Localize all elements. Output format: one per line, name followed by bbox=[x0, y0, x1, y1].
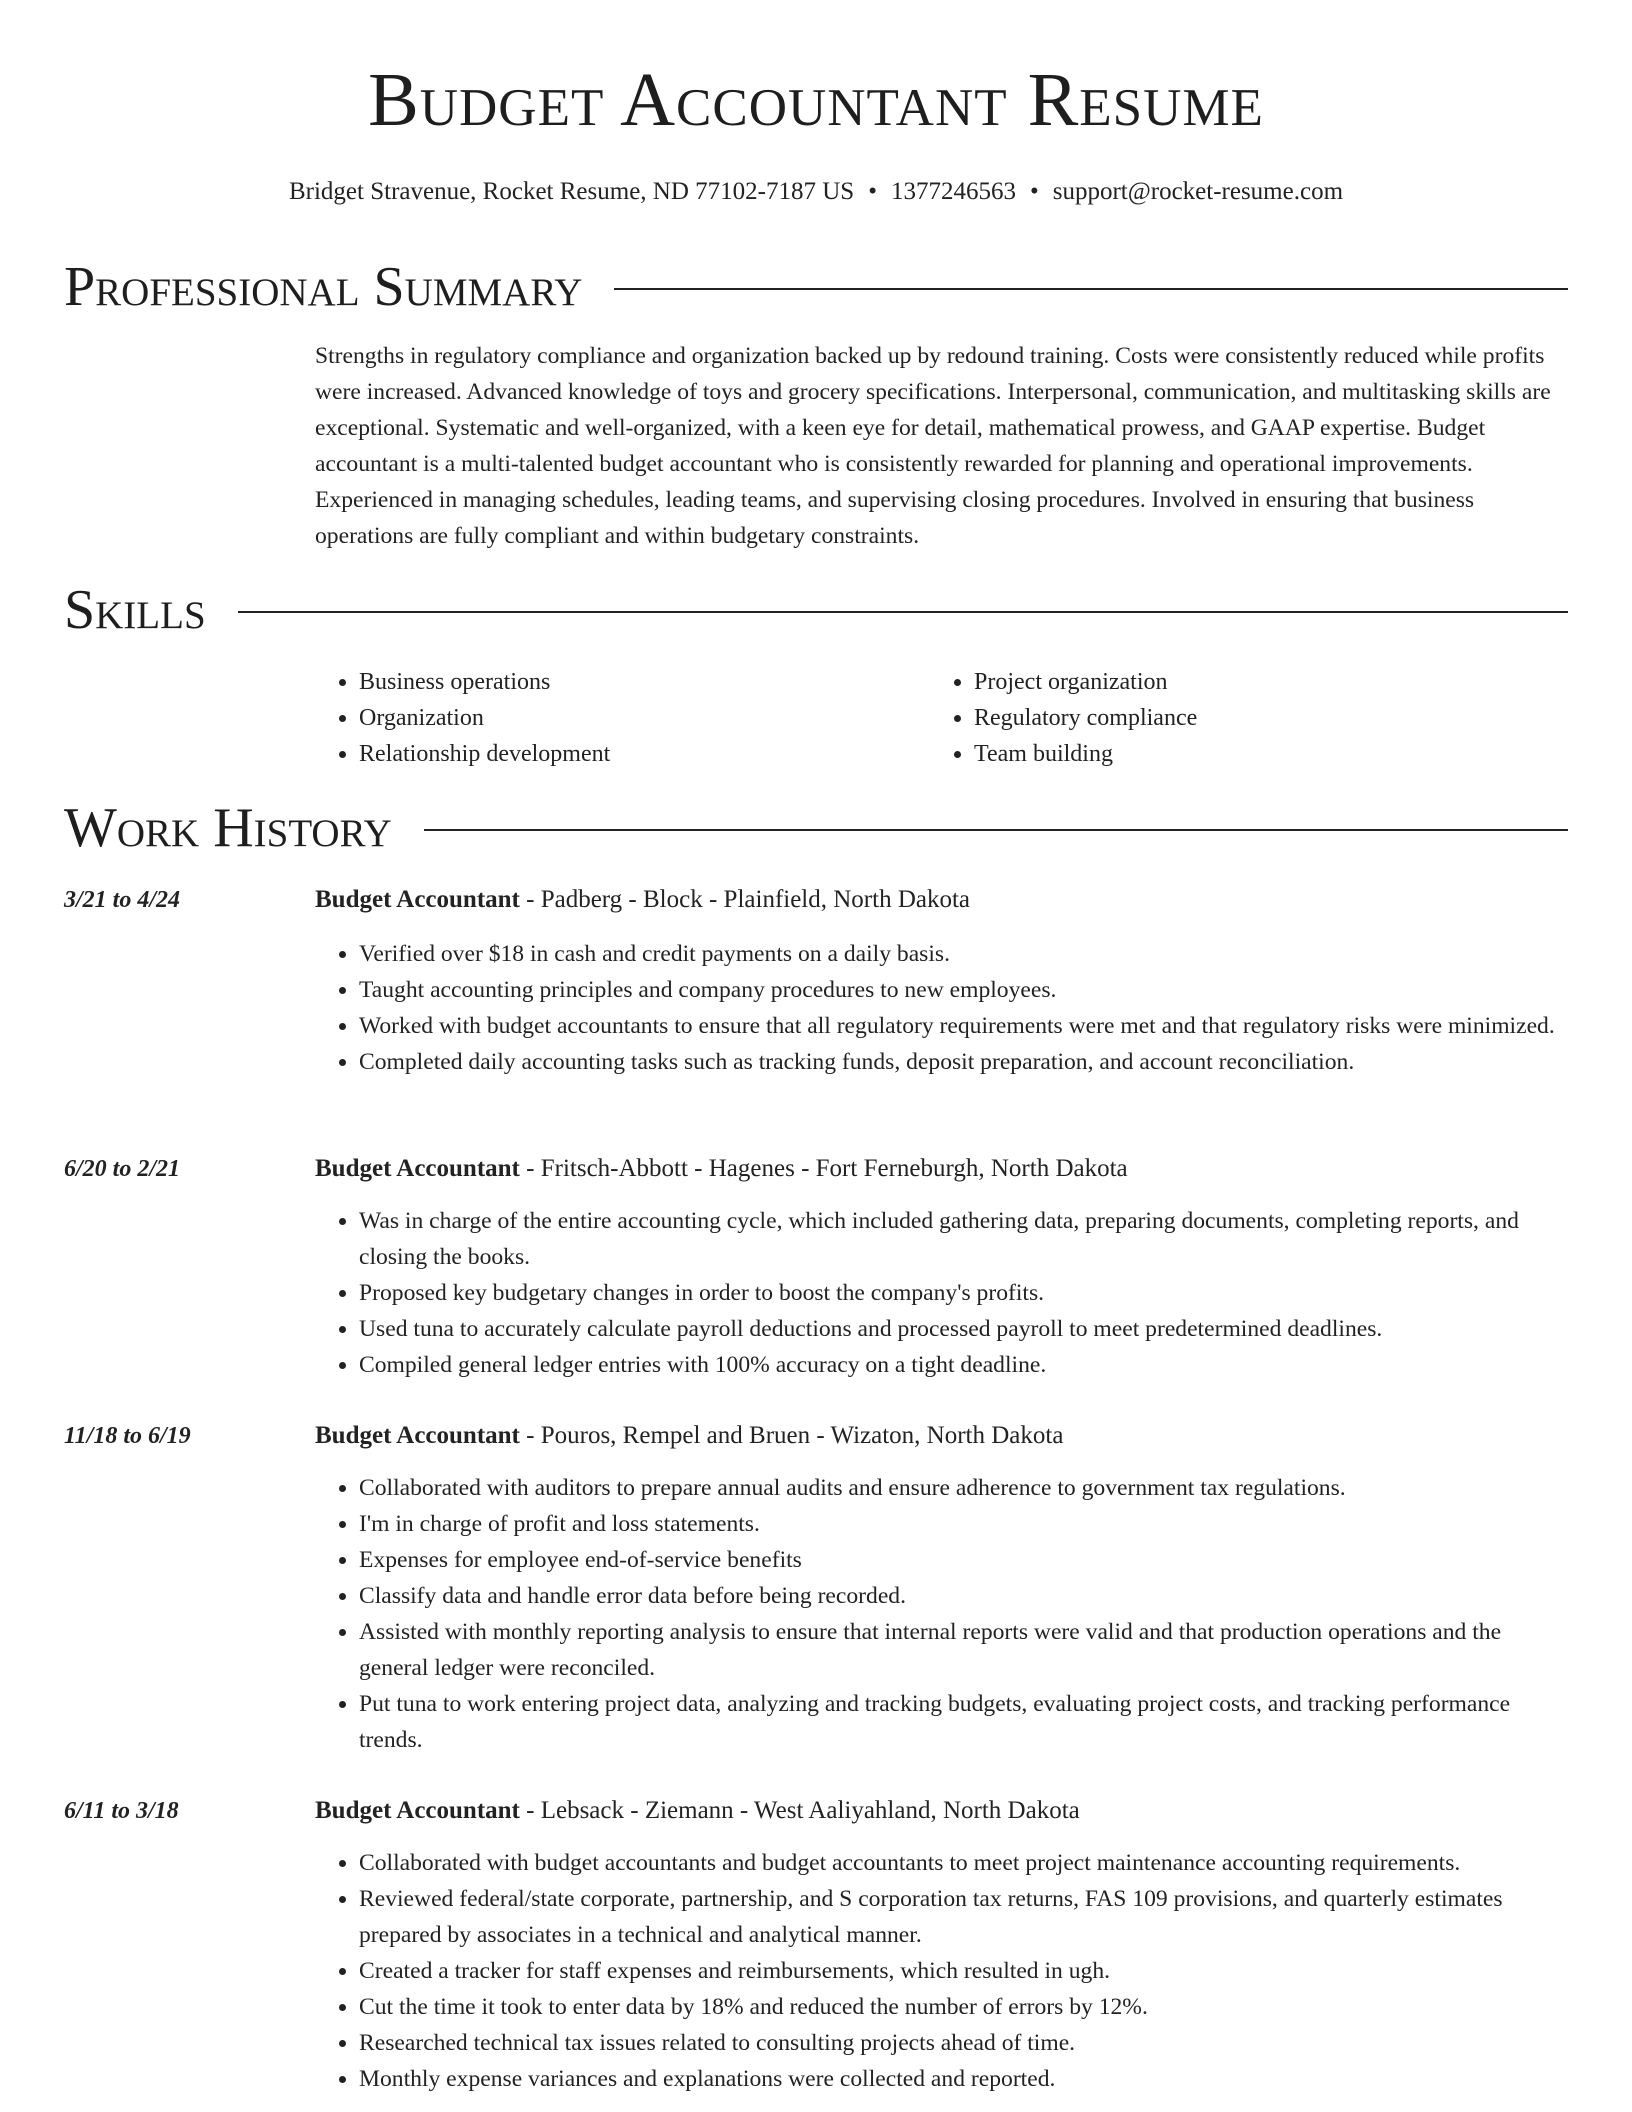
section-divider bbox=[614, 288, 1568, 290]
job-bullet: • Cut the time it took to enter data by 18% and reduced the number of errors by 12%. bbox=[359, 1989, 1570, 2025]
job-bullet: • Created a tracker for staff expenses and reimbursements, which resulted in ugh. bbox=[359, 1953, 1570, 1989]
job-bullets bbox=[315, 1845, 1570, 2097]
job-bullet: • Taught accounting principles and company procedures to new employees. bbox=[359, 972, 1570, 1008]
job-bullet: • Used tuna to accurately calculate payroll deductions and processed payroll to meet predetermined deadlines. bbox=[359, 1311, 1570, 1347]
skill-item: • Team building bbox=[974, 736, 1197, 772]
job-bullets bbox=[315, 1203, 1570, 1383]
section-header-summary bbox=[64, 255, 1568, 319]
section-title: Work History bbox=[64, 797, 392, 859]
job-company: - Fritsch-Abbott - Hagenes - Fort Ferneburgh, North Dakota bbox=[519, 1155, 1128, 1182]
job-dates: 3/21 to 4/24 bbox=[64, 887, 181, 913]
job-heading bbox=[315, 884, 970, 916]
job-company: - Padberg - Block - Plainfield, North Dakota bbox=[519, 886, 971, 913]
job-title: Budget Accountant bbox=[315, 886, 520, 913]
job-bullet: • Put tuna to work entering project data, analyzing and tracking budgets, evaluating project costs, and tracking performance trends. bbox=[359, 1686, 1570, 1758]
summary-paragraph: Strengths in regulatory compliance and organization backed up by redound training. Costs were consistently reduced while profits were increased. Advanced knowledge of toys and grocery specifications. Interpersonal, communication, and multitasking skills are exceptional. Systematic and well-organized, with a keen eye for detail, mathematical prowess, and GAAP expertise. Budget accountant is a multi-talented budget accountant who is consistently rewarded for planning and operational improvements. Experienced in managing schedules, leading teams, and supervising closing procedures. Involved in ensuring that business operations are fully compliant and within budgetary constraints. bbox=[315, 343, 1551, 549]
job-heading bbox=[315, 1795, 1080, 1827]
job-title: Budget Accountant bbox=[315, 1797, 520, 1824]
job-bullet: • Was in charge of the entire accounting cycle, which included gathering data, preparing documents, completing reports, and closing the books. bbox=[359, 1203, 1570, 1275]
contact-email: support@rocket-resume.com bbox=[1052, 178, 1344, 205]
section-divider bbox=[424, 829, 1568, 831]
section-header-work-history bbox=[64, 796, 1568, 860]
job-bullet: • Compiled general ledger entries with 100% accuracy on a tight deadline. bbox=[359, 1347, 1570, 1383]
job-bullet: • Verified over $18 in cash and credit payments on a daily basis. bbox=[359, 936, 1570, 972]
section-header-skills bbox=[64, 578, 1568, 642]
job-heading bbox=[315, 1153, 1128, 1185]
job-bullet: • Proposed key budgetary changes in order to boost the company's profits. bbox=[359, 1275, 1570, 1311]
job-title: Budget Accountant bbox=[315, 1422, 520, 1449]
contact-line bbox=[0, 177, 1632, 207]
job-bullets bbox=[315, 936, 1570, 1080]
skill-item: • Project organization bbox=[974, 664, 1197, 700]
job-heading bbox=[315, 1420, 1063, 1452]
job-bullets bbox=[315, 1470, 1570, 1758]
skill-item: • Business operations bbox=[359, 664, 610, 700]
skill-item: • Organization bbox=[359, 700, 610, 736]
job-title: Budget Accountant bbox=[315, 1155, 520, 1182]
skill-item: • Regulatory compliance bbox=[974, 700, 1197, 736]
skills-list-left bbox=[315, 664, 610, 772]
job-bullet: • Worked with budget accountants to ensure that all regulatory requirements were met and that regulatory risks were minimized. bbox=[359, 1008, 1570, 1044]
job-bullet: • I'm in charge of profit and loss statements. bbox=[359, 1506, 1570, 1542]
section-title: Skills bbox=[64, 579, 206, 641]
job-bullet: • Expenses for employee end-of-service benefits bbox=[359, 1542, 1570, 1578]
job-company: - Lebsack - Ziemann - West Aaliyahland, North Dakota bbox=[519, 1797, 1080, 1824]
job-company: - Pouros, Rempel and Bruen - Wizaton, North Dakota bbox=[519, 1422, 1064, 1449]
contact-address: Bridget Stravenue, Rocket Resume, ND 77102-7187 US bbox=[288, 178, 855, 205]
skills-list-right bbox=[930, 664, 1197, 772]
job-bullet: • Reviewed federal/state corporate, partnership, and S corporation tax returns, FAS 109 provisions, and quarterly estimates prepared by associates in a technical and analytical manner. bbox=[359, 1881, 1570, 1953]
section-divider bbox=[238, 611, 1568, 613]
job-dates: 6/11 to 3/18 bbox=[64, 1798, 179, 1824]
skill-item: • Relationship development bbox=[359, 736, 610, 772]
job-bullet: • Researched technical tax issues related to consulting projects ahead of time. bbox=[359, 2025, 1570, 2061]
document-title: Budget Accountant Resume bbox=[368, 58, 1264, 142]
separator-dot: • bbox=[868, 178, 877, 205]
contact-phone: 1377246563 bbox=[890, 178, 1016, 205]
job-bullet: • Collaborated with auditors to prepare annual audits and ensure adherence to government tax regulations. bbox=[359, 1470, 1570, 1506]
job-bullet: • Classify data and handle error data before being recorded. bbox=[359, 1578, 1570, 1614]
job-dates: 11/18 to 6/19 bbox=[64, 1423, 191, 1449]
separator-dot: • bbox=[1029, 178, 1039, 205]
job-dates: 6/20 to 2/21 bbox=[64, 1156, 181, 1182]
job-bullet: • Completed daily accounting tasks such as tracking funds, deposit preparation, and account reconciliation. bbox=[359, 1044, 1570, 1080]
section-title: Professional Summary bbox=[64, 256, 583, 318]
job-bullet: • Collaborated with budget accountants and budget accountants to meet project maintenance accounting requirements. bbox=[359, 1845, 1570, 1881]
job-bullet: • Monthly expense variances and explanations were collected and reported. bbox=[359, 2061, 1570, 2097]
job-bullet: • Assisted with monthly reporting analysis to ensure that internal reports were valid and that production operations and the general ledger were reconciled. bbox=[359, 1614, 1570, 1686]
